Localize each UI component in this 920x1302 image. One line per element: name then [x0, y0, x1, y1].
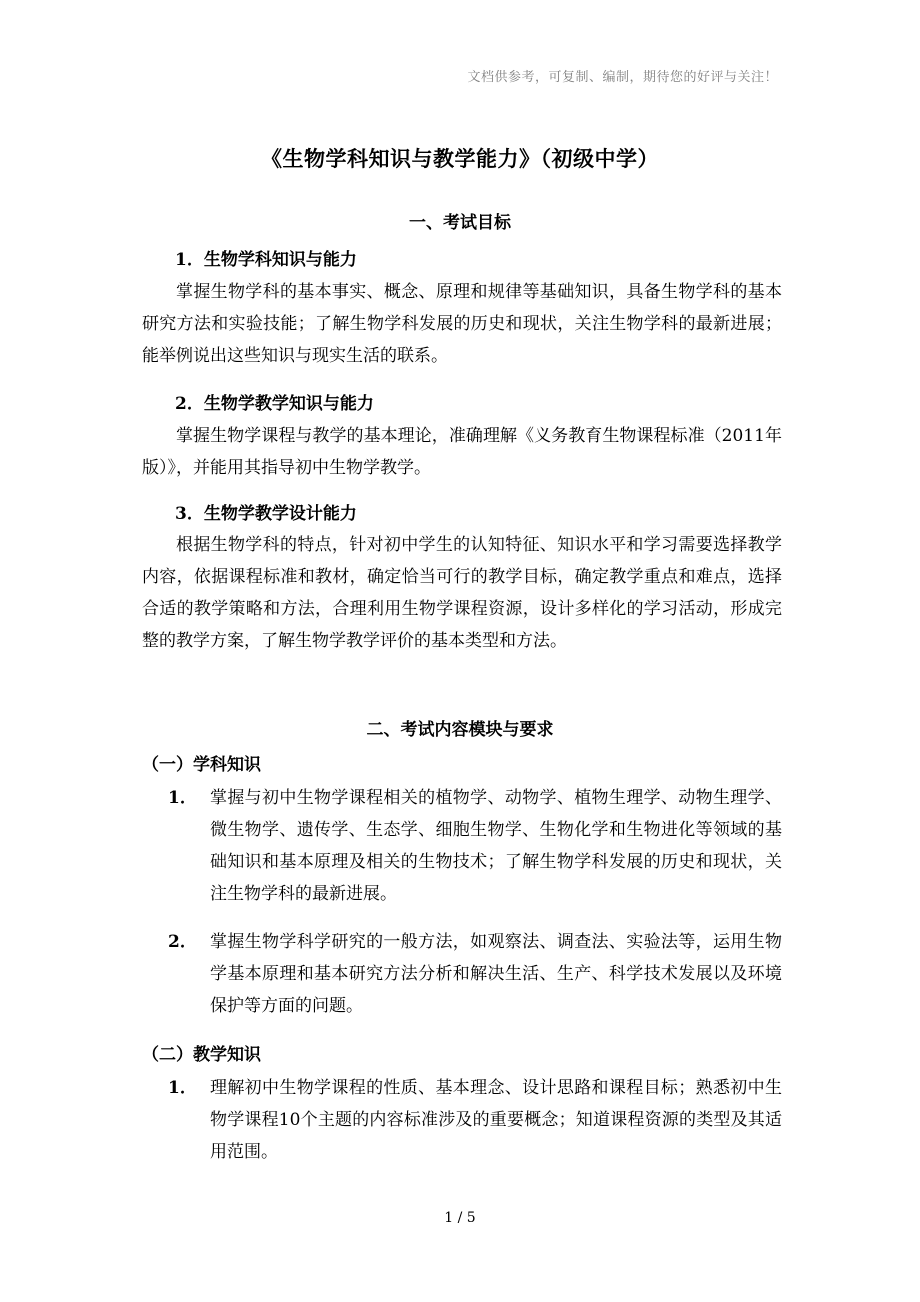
section-heading-exam-goals: 一、考试目标	[409, 213, 511, 233]
list-item	[142, 926, 782, 1022]
list-item-number: 1．	[168, 788, 197, 808]
part-heading-teaching-knowledge: （二）教学知识	[142, 1045, 261, 1065]
paragraph-teaching-design: 根据生物学科的特点，针对初中学生的认知特征、知识水平和学习需要选择教学内容，依据课程标准和教材，确定恰当可行的教学目标，确定教学重点和难点，选择合适的教学策略和方法，合理利用生物学课程资源，设计多样化的学习活动，形成完整的教学方案，了解生物学教学评价的基本类型和方法。	[142, 535, 782, 651]
paragraph-teaching-knowledge: 掌握生物学课程与教学的基本理论，准确理解《义务教育生物课程标准（2011年版）》，并能用其指导初中生物学教学。	[142, 426, 782, 478]
sub-heading-teaching-design: 3．生物学教学设计能力	[175, 504, 357, 524]
sub-heading-subject-knowledge: 1．生物学科知识与能力	[175, 250, 357, 270]
part-heading-subject-knowledge: （一）学科知识	[142, 755, 261, 775]
list-item	[142, 782, 782, 910]
header-note: 文档供参考，可复制、编制，期待您的好评与关注！	[467, 70, 778, 85]
list-item	[142, 1072, 782, 1168]
paragraph-subject-knowledge: 掌握生物学科的基本事实、概念、原理和规律等基础知识，具备生物学科的基本研究方法和实验技能；了解生物学科发展的历史和现状，关注生物学科的最新进展；能举例说出这些知识与现实生活的联系。	[142, 282, 782, 366]
sub-heading-teaching-knowledge: 2．生物学教学知识与能力	[175, 394, 374, 414]
list-item-text: 理解初中生物学课程的性质、基本理念、设计思路和课程目标；熟悉初中生物学课程10个主题的内容标准涉及的重要概念；知道课程资源的类型及其适用范围。	[210, 1078, 782, 1162]
list-item-text: 掌握与初中生物学课程相关的植物学、动物学、植物生理学、动物生理学、微生物学、遗传学、生态学、细胞生物学、生物化学和生物进化等领域的基础知识和基本原理及相关的生物技术；了解生物学科发展的历史和现状，关注生物学科的最新进展。	[210, 788, 782, 904]
document-title: 《生物学科知识与教学能力》（初级中学）	[261, 146, 659, 171]
section-heading-exam-content: 二、考试内容模块与要求	[366, 720, 554, 740]
list-item-number: 2．	[168, 932, 197, 952]
list-item-text: 掌握生物学科学研究的一般方法，如观察法、调查法、实验法等，运用生物学基本原理和基本研究方法分析和解决生活、生产、科学技术发展以及环境保护等方面的问题。	[210, 932, 782, 1016]
page-number: 1 / 5	[444, 1210, 476, 1226]
list-item-number: 1．	[168, 1078, 197, 1098]
